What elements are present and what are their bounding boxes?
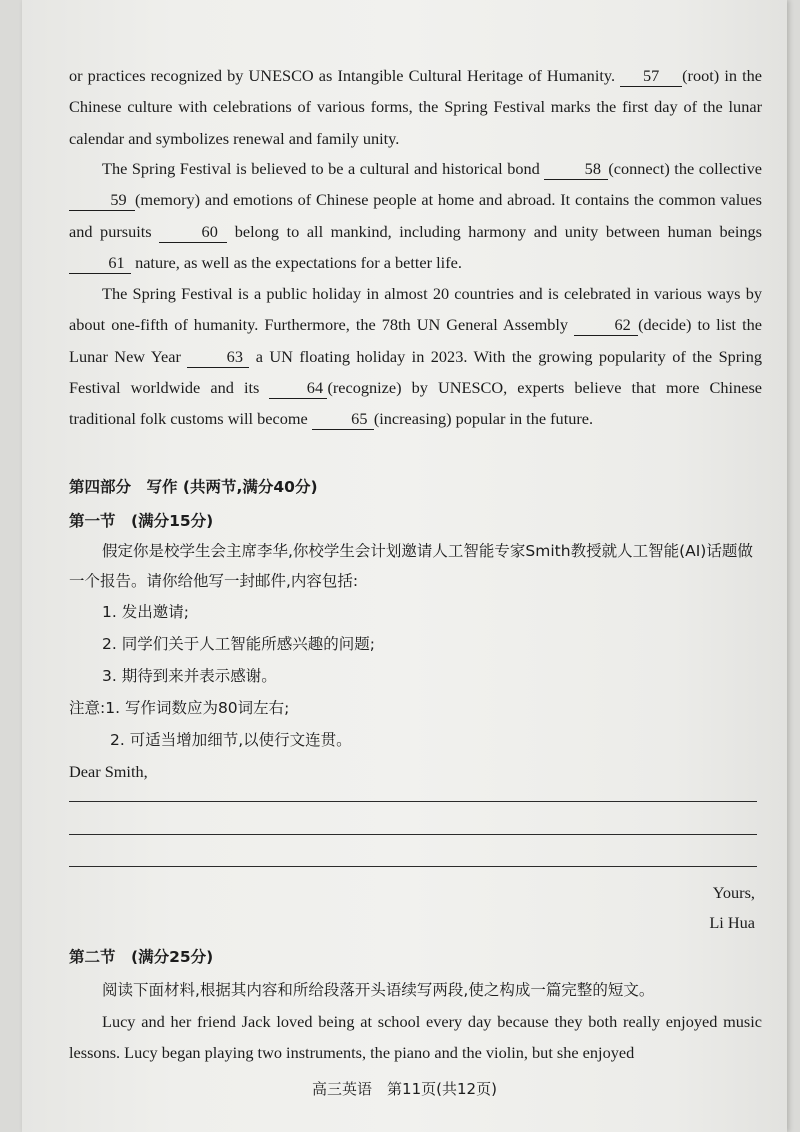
- hint-57: (root): [682, 66, 720, 85]
- hint-59: (memory): [135, 190, 201, 210]
- passage-paragraph-1: or practices recognized by UNESCO as Intangible Cultural Heritage of Humanity. 57 (root) in the Chinese culture with celebrations of various forms, the Spring Festival marks the first day of the lunar calendar and symbolizes renewal and family unity.: [69, 66, 762, 148]
- blank-65[interactable]: 65: [312, 409, 374, 430]
- part4-heading: 第四部分 写作 (共两节,满分40分): [69, 478, 318, 496]
- task-item-1: 1. 发出邀请;: [102, 603, 189, 621]
- hint-58: (connect): [608, 159, 670, 178]
- task-item-3: 3. 期待到来并表示感谢。: [102, 667, 277, 685]
- hint-65: (increasing): [373, 409, 452, 429]
- hint-64: (recognize): [327, 377, 402, 397]
- letter-signature: Li Hua: [709, 913, 755, 932]
- blank-63[interactable]: 63: [187, 347, 249, 368]
- writing-line[interactable]: [69, 834, 757, 835]
- section2-prompt: 阅读下面材料,根据其内容和所给段落开头语续写两段,使之构成一篇完整的短文。: [102, 981, 655, 999]
- note-details: 2. 可适当增加细节,以使行文连贯。: [110, 731, 352, 749]
- note-word-count: 注意:1. 写作词数应为80词左右;: [69, 699, 290, 717]
- hint-62: (decide): [638, 315, 692, 335]
- page-footer: 高三英语 第11页(共12页): [312, 1080, 497, 1098]
- blank-59[interactable]: 59: [69, 190, 135, 211]
- blank-64[interactable]: 64: [269, 378, 327, 399]
- blank-58[interactable]: 58: [544, 159, 608, 180]
- writing-line[interactable]: [69, 866, 757, 867]
- letter-closing: Yours,: [712, 883, 755, 902]
- blank-61[interactable]: 61: [69, 253, 131, 274]
- story-opening: Lucy and her friend Jack loved being at school every day because they both really enjoyed music lessons. Lucy began playing two instruments, the piano and the violin, but she enjoyed: [69, 1012, 762, 1063]
- passage-paragraph-2: The Spring Festival is believed to be a cultural and historical bond 58 (connect) the collective 59 (memory) and emotions of Chinese people at home and abroad. It contains the common values and pursuits 60 belong to all mankind, including harmony and unity between human beings 61 nature, as well as the expectations for a better life.: [69, 159, 763, 272]
- letter-salutation: Dear Smith,: [69, 762, 148, 781]
- writing-line[interactable]: [69, 801, 757, 802]
- blank-57[interactable]: 57: [620, 66, 682, 87]
- section2-heading: 第二节 (满分25分): [69, 948, 214, 966]
- blank-60[interactable]: 60: [159, 222, 227, 243]
- exam-page: [22, 0, 787, 1132]
- passage-paragraph-3: The Spring Festival is a public holiday in almost 20 countries and is celebrated in various ways by about one-fifth of humanity. Furthermore, the 78th UN General Assembly 62 (decide) to list the Lunar New Year 63 a UN floating holiday in 2023. With the growing popularity of the Spring Festival worldwide and its 64 (recognize) by UNESCO, experts believe that more Chinese traditional folk customs will become 65 (increasing) popular in the future.: [69, 284, 763, 429]
- section1-heading: 第一节 (满分15分): [69, 512, 214, 530]
- section1-prompt: 假定你是校学生会主席李华,你校学生会计划邀请人工智能专家Smith教授就人工智能(AI)话题做一个报告。请你给他写一封邮件,内容包括:: [69, 542, 753, 590]
- blank-62[interactable]: 62: [574, 315, 638, 336]
- task-item-2: 2. 同学们关于人工智能所感兴趣的问题;: [102, 635, 375, 653]
